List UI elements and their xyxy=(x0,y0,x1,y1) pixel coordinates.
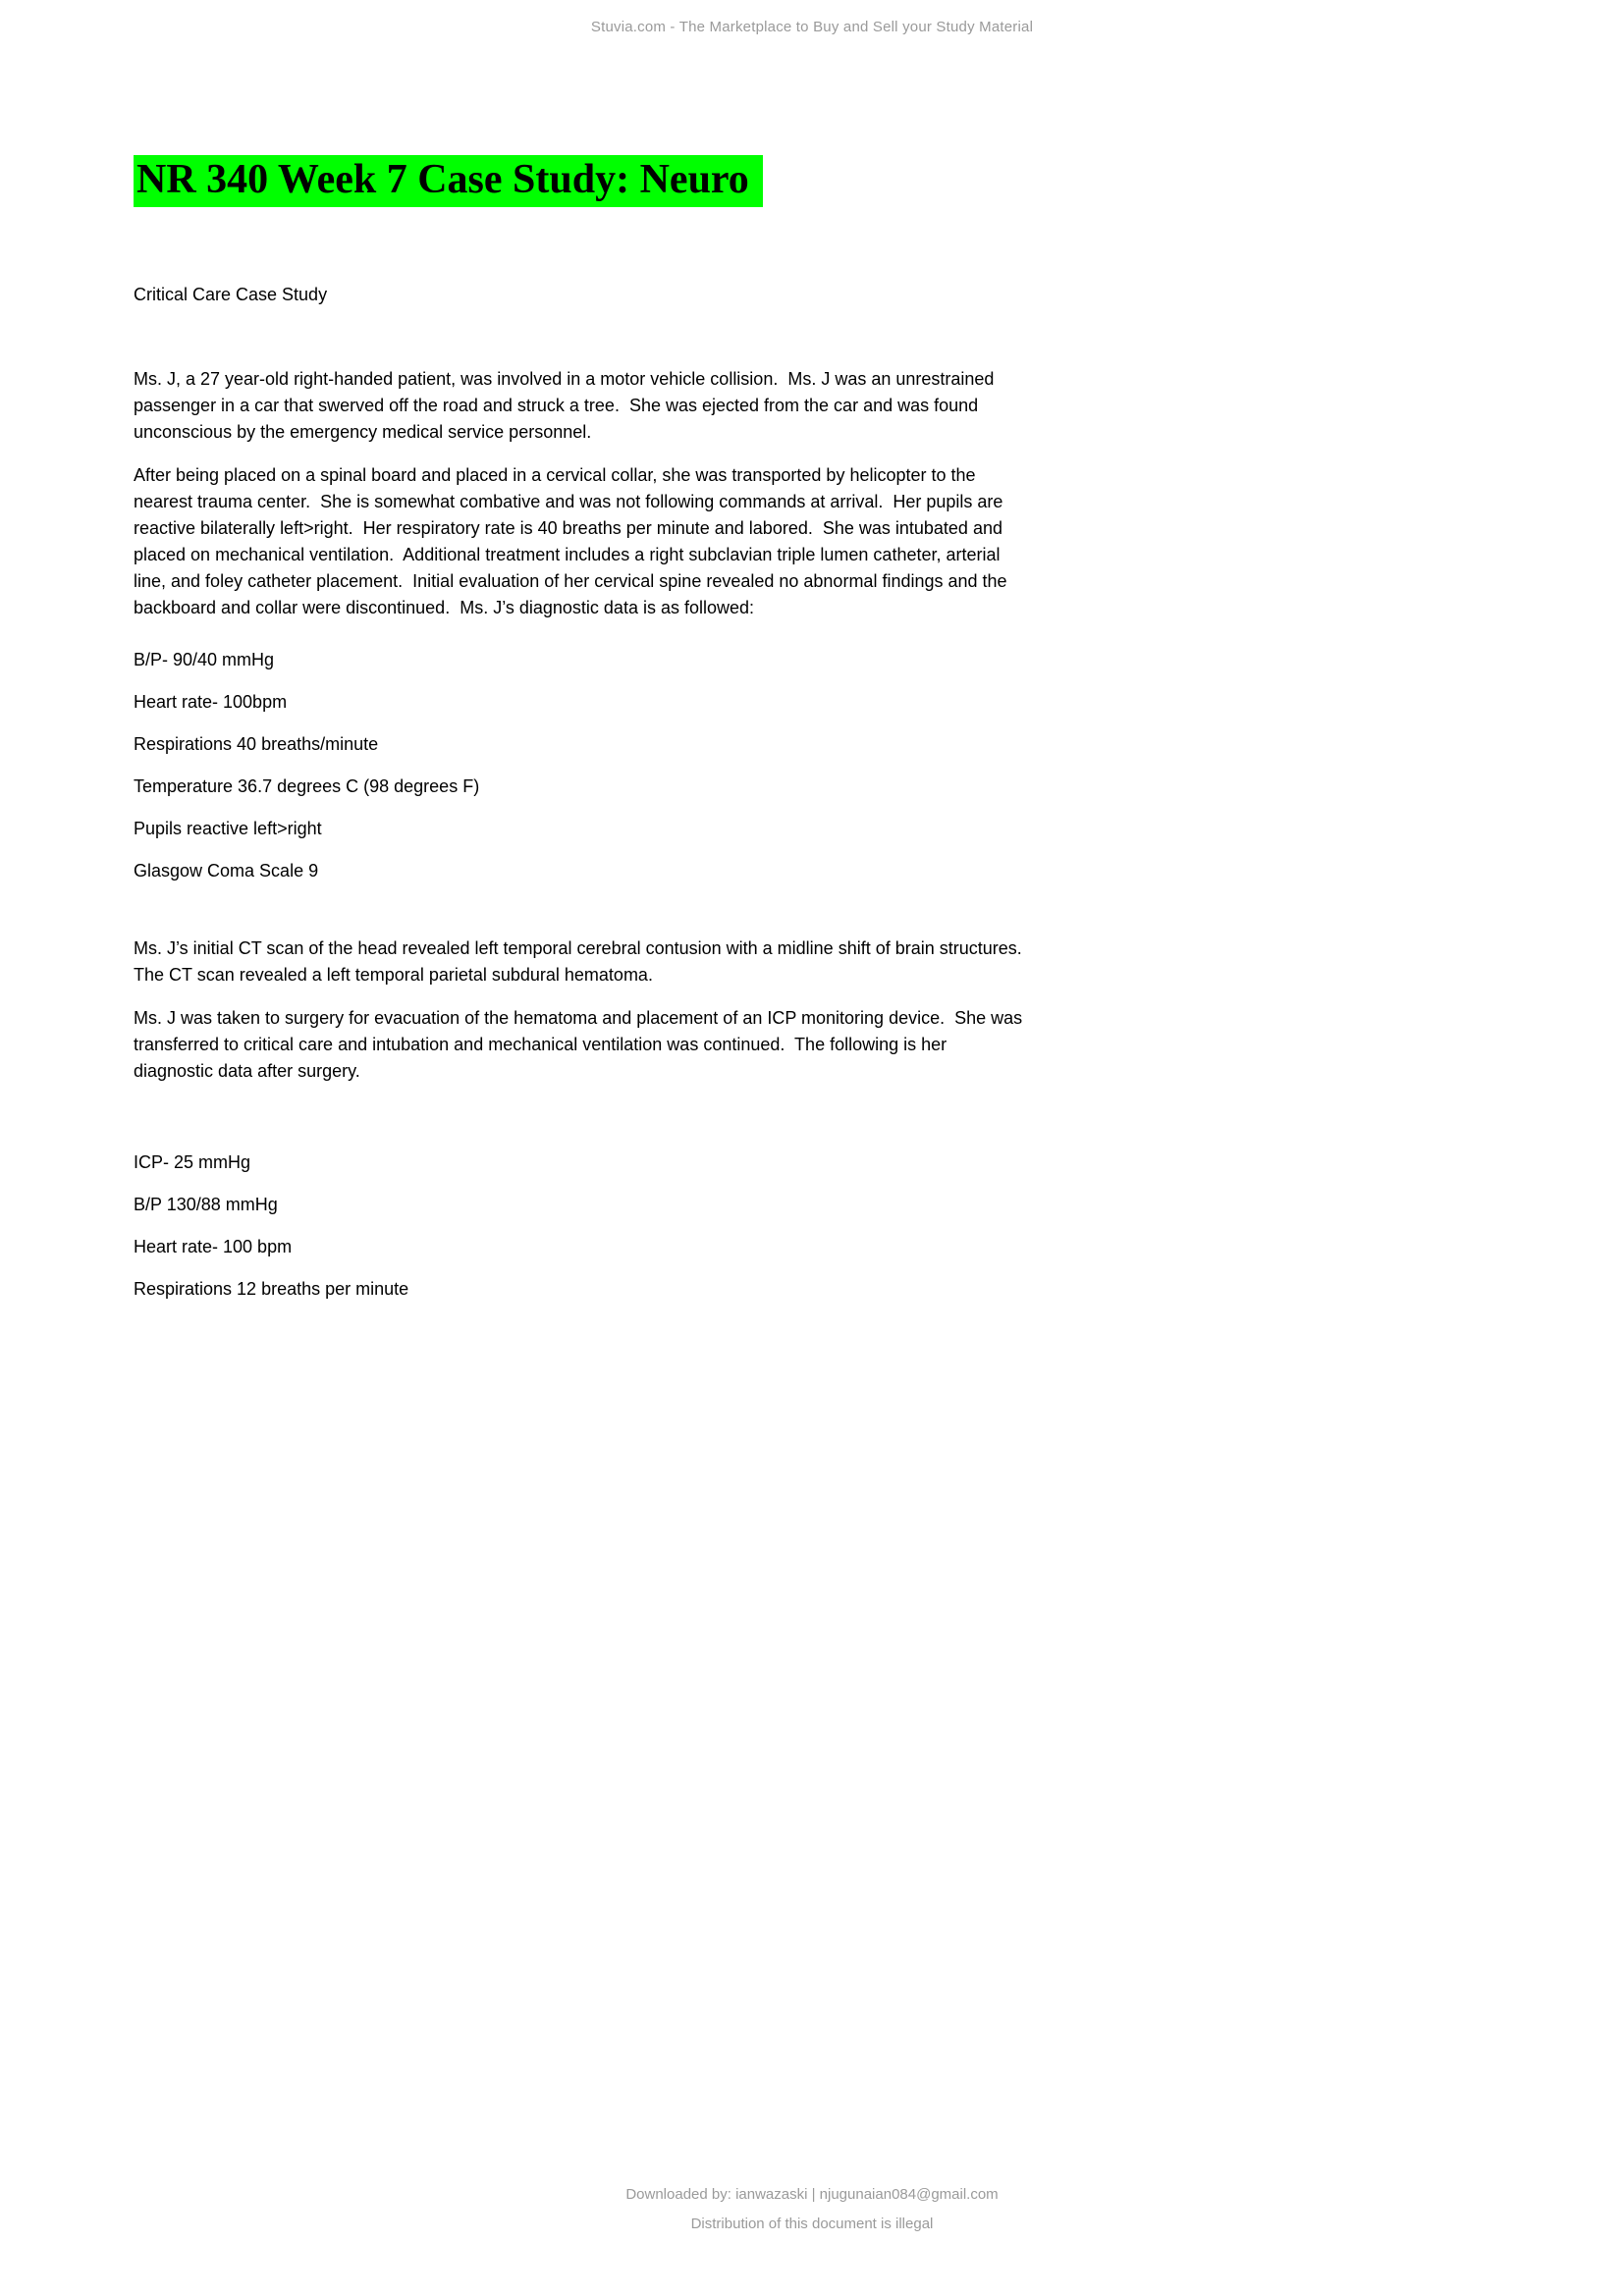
paragraph-ct-scan: Ms. J’s initial CT scan of the head revealed left temporal cerebral contusion with a midline shift of brain structures. The CT scan revealed a left temporal parietal subdural hematoma. xyxy=(134,938,1032,986)
footer-distribution-notice: Distribution of this document is illegal xyxy=(690,2216,934,2232)
vitals-initial-list xyxy=(134,647,1029,884)
paragraph-intro: Ms. J, a 27 year-old right-handed patient, was involved in a motor vehicle collision. Ms. J was an unrestrained passenger in a car that swerved off the road and struck a tree. She was ejected from the car and was found unconscious by the emergency medical service personnel. xyxy=(134,369,1000,443)
vital-bp-post: B/P 130/88 mmHg xyxy=(134,1195,278,1215)
page-title: NR 340 Week 7 Case Study: Neuro xyxy=(134,155,763,207)
footer-downloaded-by: Downloaded by: ianwazaski | njugunaian084@gmail.com xyxy=(625,2186,999,2203)
vital-bp: B/P- 90/40 mmHg xyxy=(134,650,275,670)
document-subtitle: Critical Care Case Study xyxy=(134,285,328,305)
vital-glasgow-coma-scale: Glasgow Coma Scale 9 xyxy=(134,861,319,881)
watermark-header: Stuvia.com - The Marketplace to Buy and Sell your Study Material xyxy=(590,19,1034,35)
vital-pupils: Pupils reactive left>right xyxy=(134,819,322,839)
document-content xyxy=(134,155,1032,1318)
vital-respirations: Respirations 40 breaths/minute xyxy=(134,734,379,755)
vital-heart-rate-post: Heart rate- 100 bpm xyxy=(134,1237,293,1257)
vital-temperature: Temperature 36.7 degrees C (98 degrees F) xyxy=(134,776,480,797)
paragraph-transport: After being placed on a spinal board and placed in a cervical collar, she was transported by helicopter to the nearest trauma center. She is somewhat combative and was not following commands at arrival. Her pupils are reactive bilaterally left>right. Her respiratory rate is 40 breaths per minute and labored. She was intubated and placed on mechanical ventilation. Additional treatment includes a right subclavian triple lumen catheter, arterial line, and foley catheter placement. Initial evaluation of her cervical spine revealed no abnormal findings and the backboard and collar were discontinued. Ms. J’s diagnostic data is as followed: xyxy=(134,465,1012,618)
vital-respirations-post: Respirations 12 breaths per minute xyxy=(134,1279,409,1300)
vital-icp: ICP- 25 mmHg xyxy=(134,1152,251,1173)
vitals-post-op-list xyxy=(134,1149,1029,1303)
vital-heart-rate: Heart rate- 100bpm xyxy=(134,692,288,713)
paragraph-surgery: Ms. J was taken to surgery for evacuation of the hematoma and placement of an ICP monitoring device. She was transferred to critical care and intubation and mechanical ventilation was continued. The following is her diagnostic data after surgery. xyxy=(134,1008,1028,1082)
watermark-footer xyxy=(0,2186,1624,2245)
